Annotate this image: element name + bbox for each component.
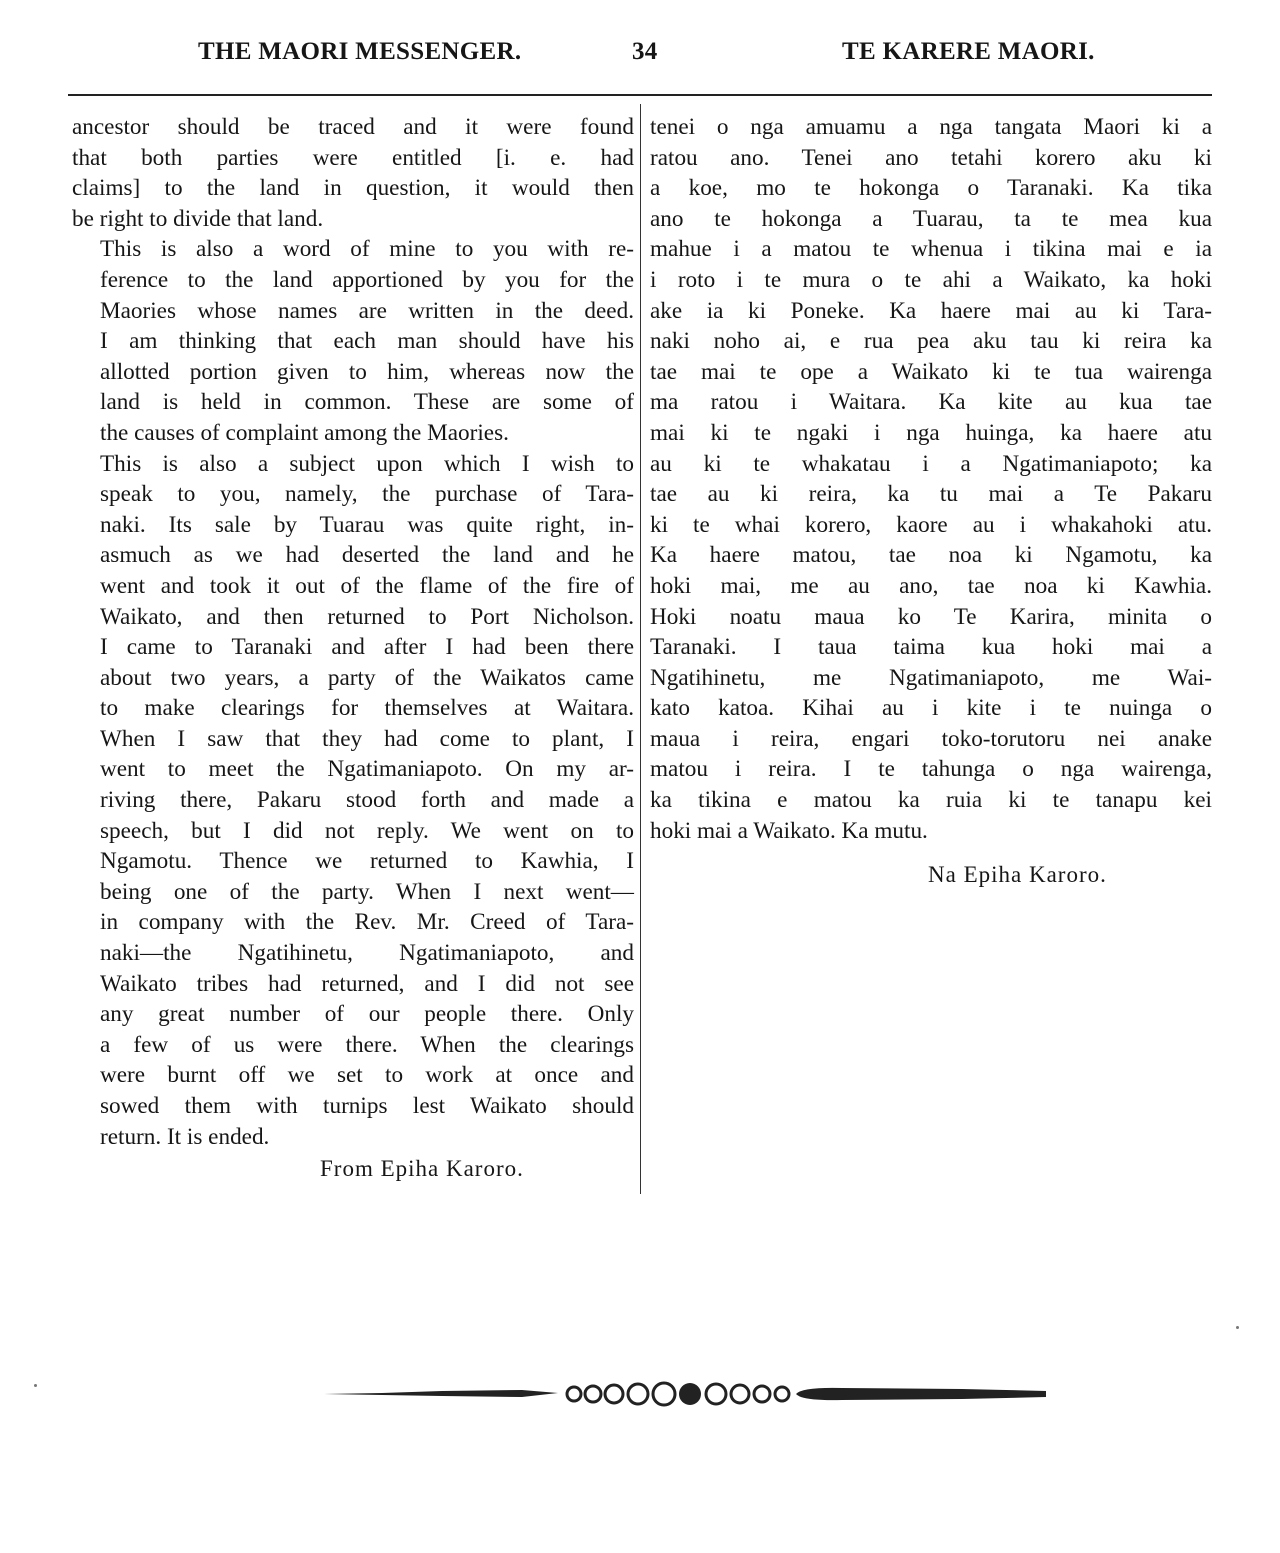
speck — [34, 1384, 37, 1387]
text-line: Ka haere matou, tae noa ki Ngamotu, ka — [650, 542, 1212, 569]
english-paragraph-2 — [72, 234, 634, 448]
text-line: ancestor should be traced and it were found — [72, 114, 634, 140]
page-number: 34 — [632, 38, 658, 65]
english-paragraph-1 — [72, 112, 634, 234]
text-line: Ngamotu. Thence we returned to Kawhia, I — [100, 848, 634, 875]
text-line: were burnt off we set to work at once and — [100, 1062, 634, 1089]
text-line: I came to Taranaki and after I had been there — [100, 634, 634, 661]
text-line: to make clearings for themselves at Waitara. — [100, 695, 634, 722]
text-line: matou i reira. I te tahunga o nga wairenga, — [650, 756, 1212, 783]
text-line: au ki te whakatau i a Ngatimaniapoto; ka — [650, 450, 1212, 477]
text-line: asmuch as we had deserted the land and he — [100, 542, 634, 569]
text-line: ratou ano. Tenei ano tetahi korero aku ki — [650, 144, 1212, 171]
text-line: a few of us were there. When the clearings — [100, 1031, 634, 1058]
text-line: Maories whose names are written in the deed. — [100, 297, 634, 324]
text-line: This is also a subject upon which I wish to — [100, 450, 634, 477]
text-line: riving there, Pakaru stood forth and made a — [100, 787, 634, 814]
text-line: This is also a word of mine to you with re- — [100, 236, 634, 263]
maori-column — [650, 112, 1212, 890]
text-line: ma ratou i Waitara. Ka kite au kua tae — [650, 389, 1212, 416]
text-line: tae mai te ope a Waikato ki te tua wairenga — [650, 358, 1212, 385]
text-line: Taranaki. I taua taima kua hoki mai a — [650, 634, 1212, 661]
text-line: naki. Its sale by Tuarau was quite right, in- — [100, 511, 634, 538]
text-line: about two years, a party of the Waikatos came — [100, 664, 634, 691]
text-line: tae au ki reira, ka tu mai a Te Pakaru — [650, 481, 1212, 508]
english-paragraph-3 — [72, 449, 634, 1153]
header-title-maori: TE KARERE MAORI. — [842, 38, 1095, 65]
text-line: speak to you, namely, the purchase of Tara- — [100, 481, 634, 508]
text-line: ano te hokonga a Tuarau, ta te mea kua — [650, 205, 1212, 232]
header-rule — [68, 94, 1212, 96]
text-line: the causes of complaint among the Maories. — [100, 419, 509, 446]
maori-paragraph-1 — [650, 112, 1212, 846]
text-line: land is held in common. These are some of — [100, 389, 634, 416]
text-line: that both parties were entitled [i. e. had — [72, 144, 634, 171]
text-line: a koe, mo te hokonga o Taranaki. Ka tika — [650, 175, 1212, 202]
ornamental-rule-icon — [322, 1381, 1052, 1407]
text-line: speech, but I did not reply. We went on to — [100, 817, 634, 844]
running-header — [0, 38, 1280, 78]
text-line: tenei o nga amuamu a nga tangata Maori ki a — [650, 114, 1212, 140]
speck — [1236, 1326, 1239, 1329]
text-line: hoki mai a Waikato. Ka mutu. — [650, 817, 928, 844]
text-line: mai ki te ngaki i nga huinga, ka haere atu — [650, 419, 1212, 446]
text-line: naki noho ai, e rua pea aku tau ki reira ka — [650, 328, 1212, 355]
text-line: i roto i te mura o te ahi a Waikato, ka hoki — [650, 266, 1212, 293]
text-line: went to meet the Ngatimaniapoto. On my ar- — [100, 756, 634, 783]
english-column — [72, 112, 634, 1184]
text-line: hoki mai, me au ano, tae noa ki Kawhia. — [650, 572, 1212, 599]
text-line: mahue i a matou te whenua i tikina mai e ia — [650, 236, 1212, 263]
text-line: Waikato, and then returned to Port Nicholson. — [100, 603, 634, 630]
text-line: kato katoa. Kihai au i kite i te nuinga o — [650, 695, 1212, 722]
text-line: sowed them with turnips lest Waikato should — [100, 1093, 634, 1119]
text-line: Hoki noatu maua ko Te Karira, minita o — [650, 603, 1212, 630]
text-line: ference to the land apportioned by you for the — [100, 266, 634, 293]
text-line: being one of the party. When I next went— — [100, 878, 634, 905]
text-line: When I saw that they had come to plant, I — [100, 725, 634, 752]
text-line: Ngatihinetu, me Ngatimaniapoto, me Wai- — [650, 664, 1212, 691]
text-line: in company with the Rev. Mr. Creed of Tara- — [100, 909, 634, 936]
text-line: maua i reira, engari toko-torutoru nei anake — [650, 725, 1212, 752]
column-divider — [640, 104, 641, 1194]
english-signature: From Epiha Karoro. — [320, 1156, 524, 1182]
text-line: went and took it out of the flame of the fire of — [100, 572, 634, 599]
maori-signature: Na Epiha Karoro. — [928, 862, 1107, 888]
text-line: ka tikina e matou ka ruia ki te tanapu kei — [650, 787, 1212, 814]
text-line: allotted portion given to him, whereas now the — [100, 358, 634, 385]
text-line: naki—the Ngatihinetu, Ngatimaniapoto, and — [100, 940, 634, 967]
text-line: be right to divide that land. — [72, 205, 324, 232]
text-line: Waikato tribes had returned, and I did not see — [100, 970, 634, 997]
text-line: ki te whai korero, kaore au i whakahoki atu. — [650, 511, 1212, 538]
text-line: claims] to the land in question, it would then — [72, 175, 634, 202]
header-title-english: THE MAORI MESSENGER. — [198, 38, 522, 65]
text-line: ake ia ki Poneke. Ka haere mai au ki Tara- — [650, 297, 1212, 324]
text-line: return. It is ended. — [100, 1123, 270, 1150]
text-line: any great number of our people there. Only — [100, 1001, 634, 1028]
text-line: I am thinking that each man should have his — [100, 328, 634, 355]
